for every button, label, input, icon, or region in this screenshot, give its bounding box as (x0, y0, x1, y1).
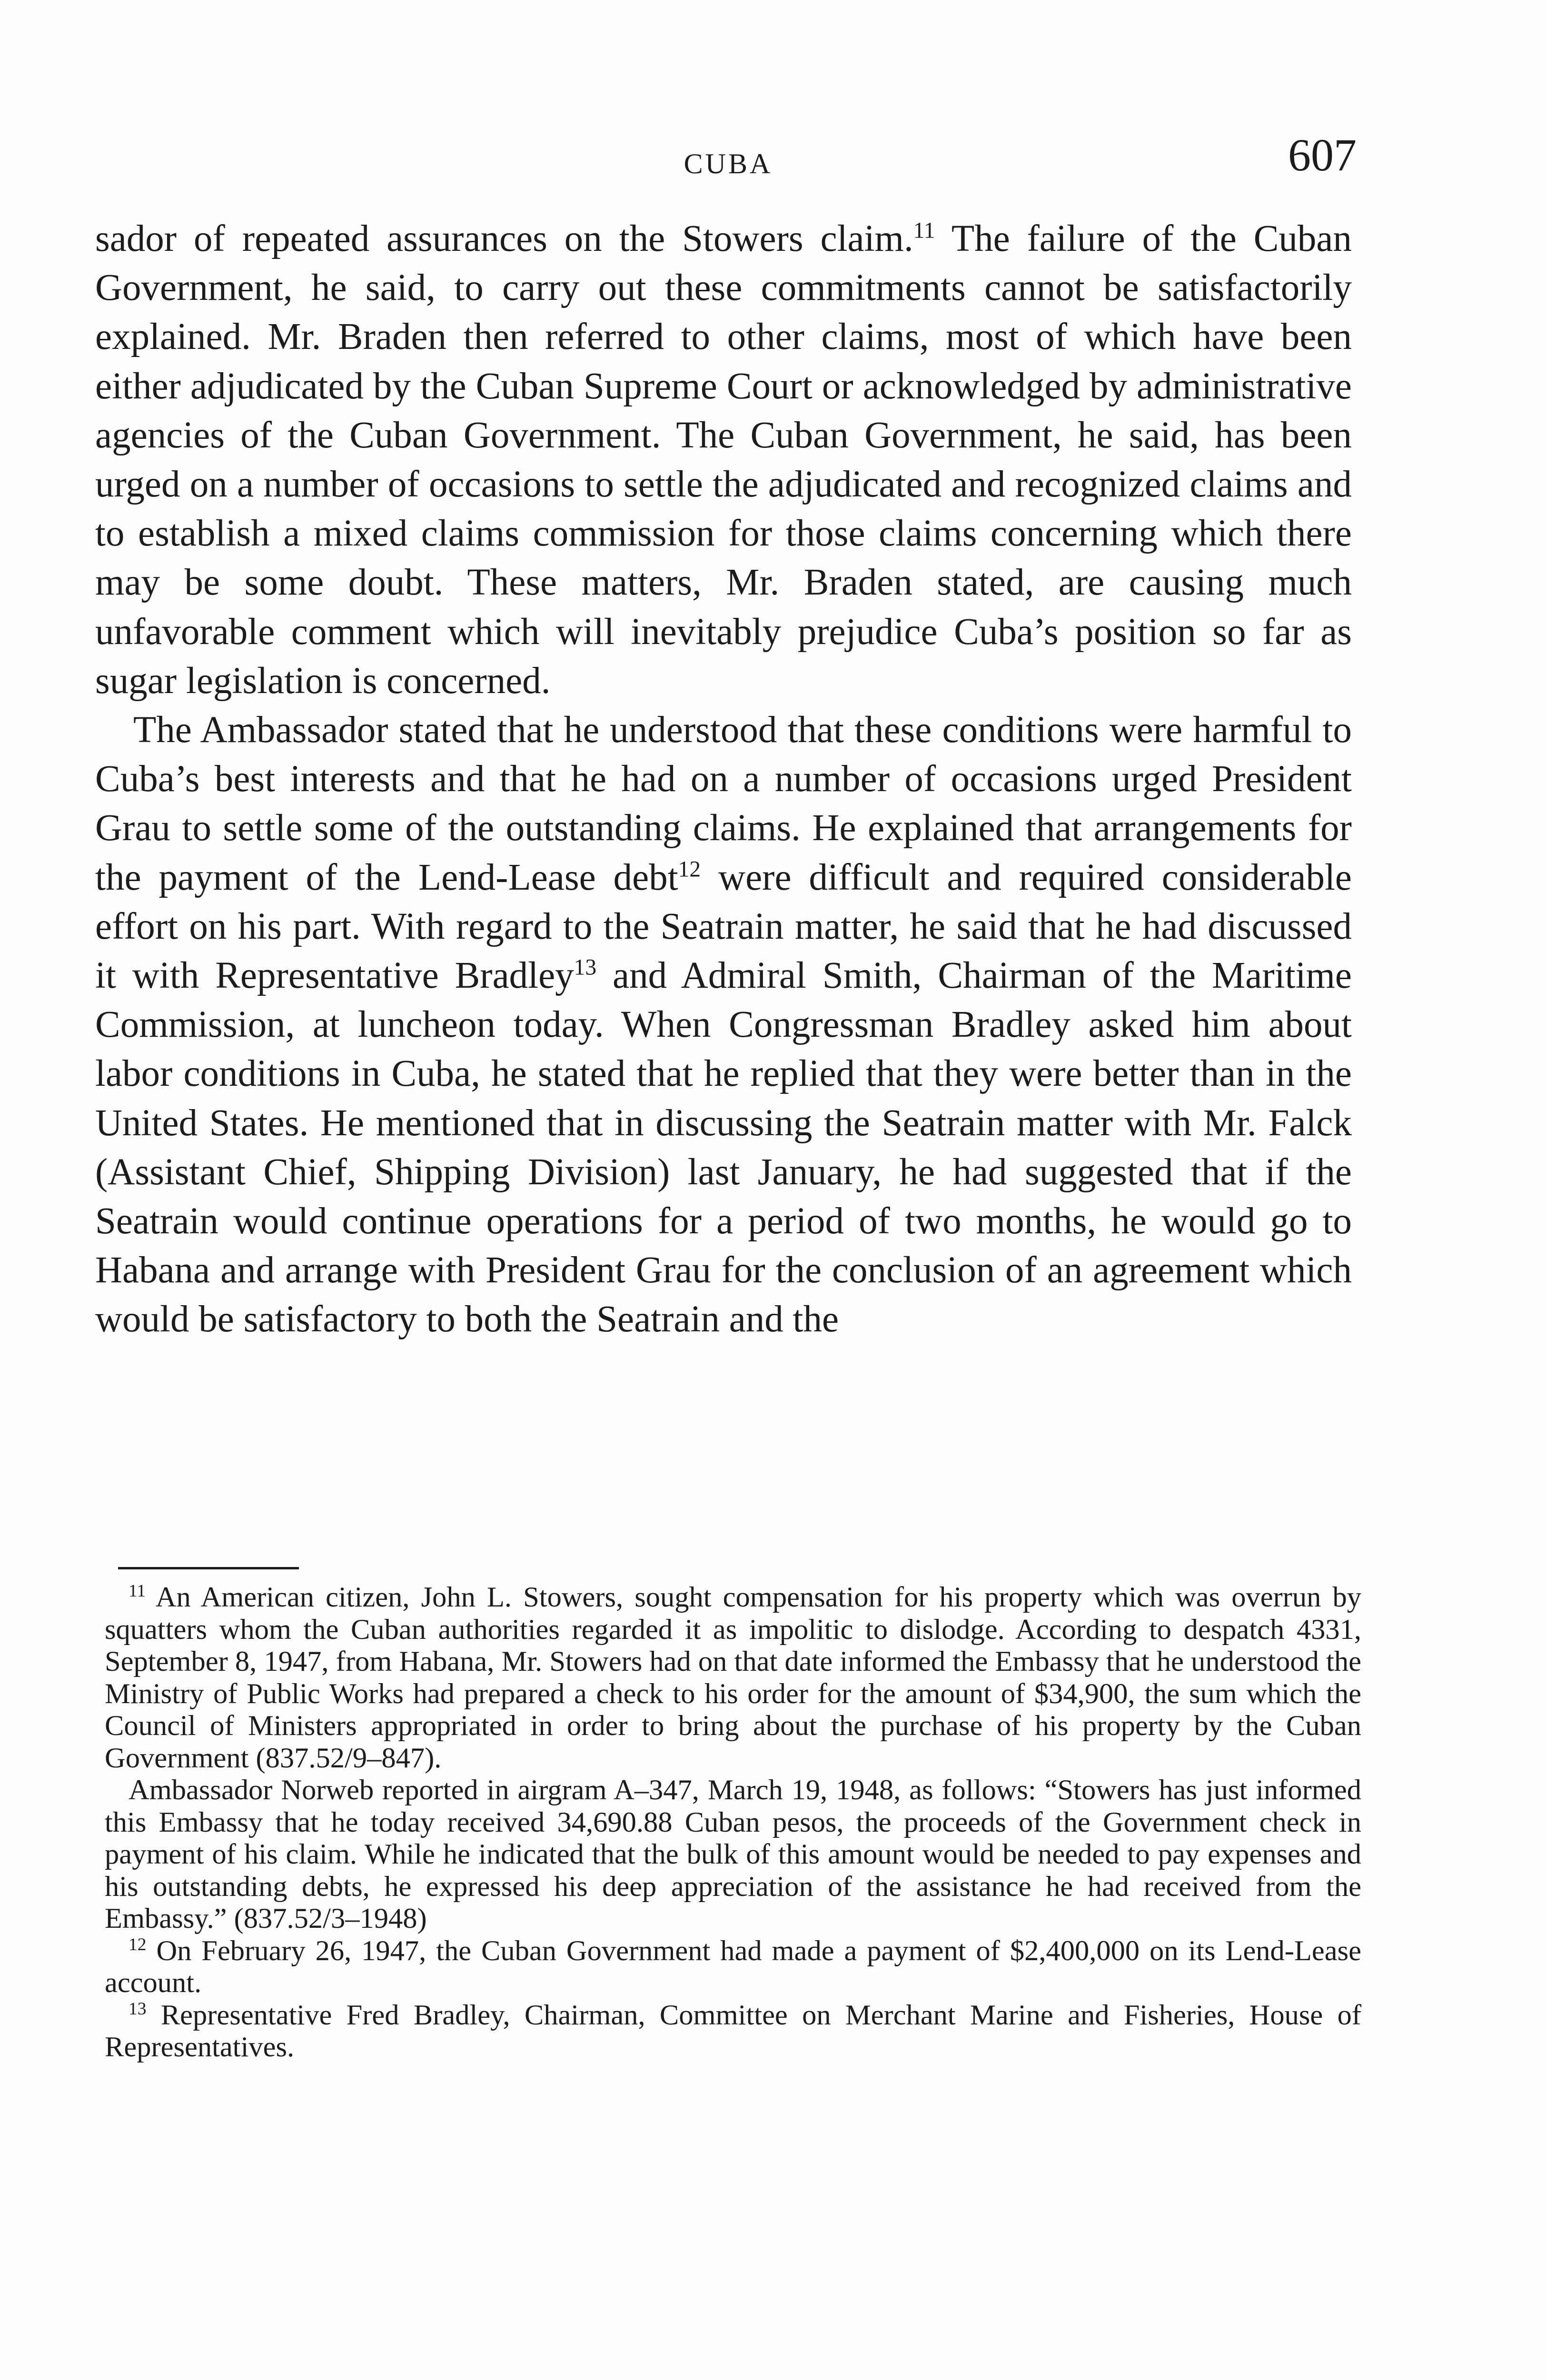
page-number: 607 (1288, 129, 1357, 180)
footnote-text: On February 26, 1947, the Cuban Government had made a payment of $2,400,000 on its Lend-Lease account. (105, 1934, 1362, 1999)
footnote-marker: 12 (129, 1934, 147, 1954)
footnote-continuation (105, 1774, 1361, 1935)
paragraph (95, 214, 1352, 705)
footnote-reference: 13 (574, 955, 597, 980)
footnote (105, 1999, 1361, 2063)
paragraph (95, 705, 1352, 1344)
footnote-text: Representative Fred Bradley, Chairman, Committee on Merchant Marine and Fisheries, House of Representatives. (105, 1999, 1361, 2063)
footnote-rule (118, 1567, 299, 1569)
footnotes (105, 1581, 1361, 2063)
body-text (95, 214, 1352, 1344)
running-head (100, 128, 1357, 180)
footnote (105, 1581, 1361, 1774)
footnote-marker: 13 (129, 1999, 147, 2019)
footnote (105, 1935, 1361, 1999)
footnote-reference: 12 (678, 857, 701, 882)
running-title: CUBA (684, 148, 773, 179)
paragraph-text: The failure of the Cuban Government, he said, to carry out these commitments cannot be satisfactorily explained. Mr. Braden then referred to other claims, most of which have been either adjudicated by the Cuban Supreme Court or acknowledged by administrative agencies of the Cuban Government. The Cuban Government, he said, has been urged on a number of occasions to settle the adjudicated and recognized claims and to establish a mixed claims commission for those claims concerning which there may be some doubt. These matters, Mr. Braden stated, are causing much unfavorable comment which will inevitably prejudice Cuba’s position so far as sugar legislation is concerned. (95, 218, 1352, 702)
footnote-marker: 11 (129, 1581, 146, 1601)
footnote-reference: 11 (913, 218, 935, 243)
paragraph-text: and Admiral Smith, Chairman of the Maritime Commission, at luncheon today. When Congressman Bradley asked him about labor conditions in Cuba, he stated that he replied that they were better than in the United States. He mentioned that in discussing the Seatrain matter with Mr. Falck (Assistant Chief, Shipping Division) last January, he had suggested that if the Seatrain would continue operations for a period of two months, he would go to Habana and arrange with President Grau for the conclusion of an agreement which would be satisfactory to both the Seatrain and the (95, 955, 1352, 1340)
paragraph-text: The Ambassador stated that he understood that these conditions were harmful to Cuba’s best interests and that he had on a number of occasions urged President Grau to settle some of the outstanding claims. He explained that arrangements for the payment of the Lend-Lease debt (95, 709, 1352, 898)
paragraph-text: were difficult and required considerable effort on his part. With regard to the Seatrain matter, he said that he had discussed it with Representative Bradley (95, 856, 1352, 997)
paragraph-text: sador of repeated assurances on the Stowers claim. (95, 218, 913, 259)
footnote-text: An American citizen, John L. Stowers, sought compensation for his property which was overrun by squatters whom the Cuban authorities regarded it as impolitic to dislodge. According to despatch 4331, September 8, 1947, from Habana, Mr. Stowers had on that date informed the Embassy that he understood the Ministry of Public Works had prepared a check to his order for the amount of $34,900, the sum which the Council of Ministers appropriated in order to bring about the purchase of his property by the Cuban Government (837.52/9–847). (105, 1581, 1361, 1774)
footnote-text: Ambassador Norweb reported in airgram A–347, March 19, 1948, as follows: “Stowers has just informed this Embassy that he today received 34,690.88 Cuban pesos, the proceeds of the Government check in payment of his claim. While he indicated that the bulk of this amount would be needed to pay expenses and his outstanding debts, he expressed his deep appreciation of the assistance he had received from the Embassy.” (837.52/3–1948) (105, 1774, 1361, 1934)
